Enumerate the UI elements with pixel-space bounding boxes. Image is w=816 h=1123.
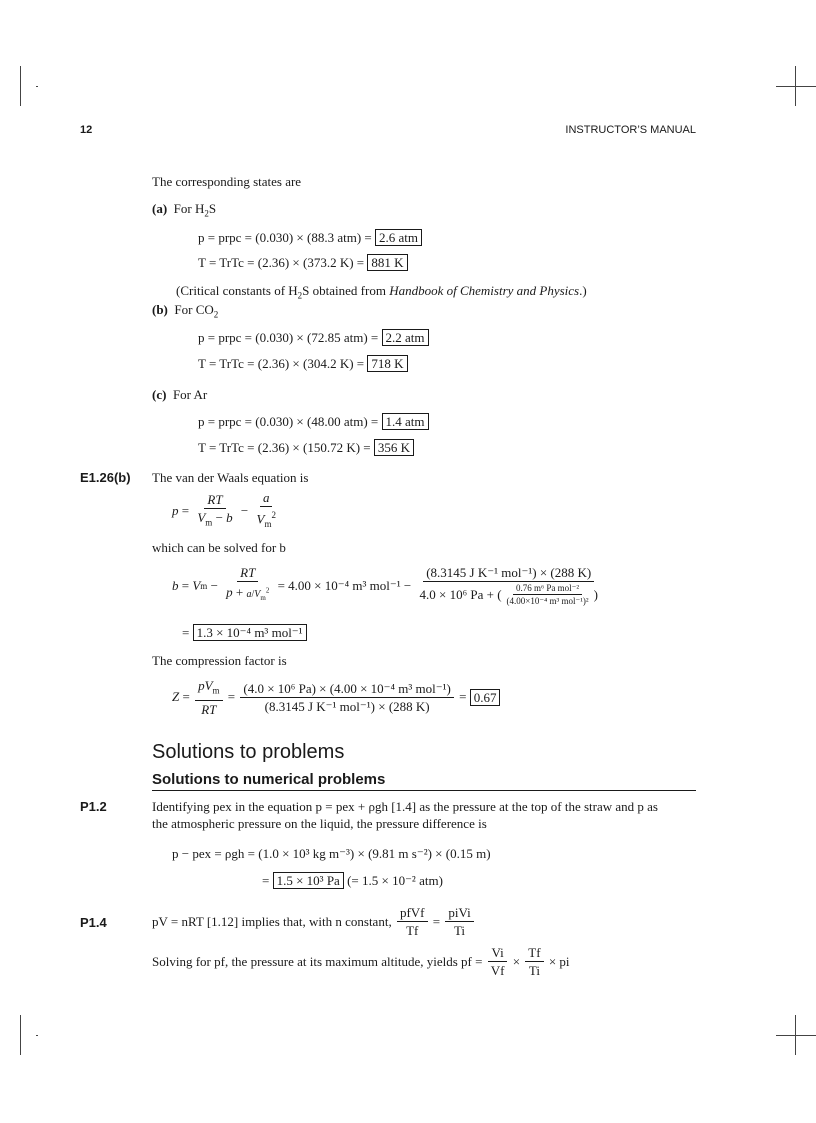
case-a-pressure-eq xyxy=(198,229,422,246)
b-frac-symbolic: $\frac{RT}{p + a/V_m^2}$ xyxy=(226,565,270,602)
crop-mark-top-left-v xyxy=(20,66,21,106)
p12-result-line: = 1.5 × 10³ Pa (= 1.5 × 10⁻² atm) xyxy=(262,873,443,888)
case-a-title-suffix: S xyxy=(208,201,217,216)
case-b-temperature-result: 718 K xyxy=(367,355,407,372)
exercise-label-e1-26b: E1.26(b) xyxy=(80,470,131,485)
z-frac-numeric: $\frac{\text{(4.0 × 10⁶ Pa) × (4.00 × 10⁻⁴ m³ mol⁻¹)}}{\text{(8.3145 J K⁻¹ mol⁻¹) × (288 K)}}$ xyxy=(240,681,453,714)
case-c-title-prefix: For Ar xyxy=(172,387,208,402)
z-equation: Z = $\frac{pV_m}{RT}$ = $\frac{\text{(4.0 × 10⁶ Pa) × (4.00 × 10⁻⁴ m³ mol⁻¹)}}{\text{(8.3145 J K⁻¹ mol⁻¹) × (288 K)}}$ = 0.67 xyxy=(172,678,500,717)
case-b-pressure-line: p = prpc = (0.030) × (72.85 atm) = xyxy=(198,330,379,345)
case-a-pressure-line: p = prpc = (0.030) × (88.3 atm) = xyxy=(198,230,372,245)
b-result-line: = 1.3 × 10⁻⁴ m³ mol⁻¹ xyxy=(182,624,307,641)
case-b-title-prefix: For CO xyxy=(174,302,214,317)
z-frac-symbolic: $\frac{pV_m}{RT}$ xyxy=(195,678,222,717)
case-a-temperature-line: T = TrTc = (2.36) × (373.2 K) = xyxy=(198,255,365,270)
critical-constants-note: (Critical constants of $H_2S$ obtained from Handbook of Chemistry and Physics.) xyxy=(176,283,587,301)
compression-factor-intro: The compression factor is xyxy=(152,653,287,668)
p14-tail: × pi xyxy=(548,953,570,969)
solve-for-b-text: which can be solved for b xyxy=(152,540,286,555)
case-c-temperature-line: T = TrTc = (2.36) × (150.72 K) = xyxy=(198,440,371,455)
case-a-title-sub: 2 xyxy=(204,208,209,219)
subsection-title: Solutions to numerical problems xyxy=(152,771,386,788)
p12-equation: p − pex = ρgh = (1.0 × 10³ kg m⁻³) × (9.81 m s⁻²) × (0.15 m) xyxy=(172,846,491,861)
b-equation: b = V m − $\frac{RT}{p + a/V_m^2}$ = 4.00 × 10⁻⁴ m³ mol⁻¹ − (8.3145 J K⁻¹ mol⁻¹) × (288 K) 4.0 × 10⁶ Pa + ( $\frac{\text{0.76 m⁶ Pa mol⁻²}}{\text{(4.00×10⁻⁴ m³ mol⁻¹)²}}$ ) xyxy=(172,565,603,606)
b-result: 1.3 × 10⁻⁴ m³ mol⁻¹ xyxy=(193,624,307,641)
p12-result-note: (= 1.5 × 10⁻² atm) xyxy=(347,873,443,888)
b-value-term: = 4.00 × 10⁻⁴ m³ mol⁻¹ − xyxy=(277,577,412,593)
z-result: 0.67 xyxy=(470,689,501,706)
p14-text-2: Solving for pf, the pressure at its maximum altitude, yields pf = xyxy=(152,953,483,969)
case-b-temperature-eq xyxy=(198,355,408,372)
problem-label-p1-2: P1.2 xyxy=(80,799,107,814)
section-title: Solutions to problems xyxy=(152,741,345,763)
b-inner-frac: $\frac{\text{0.76 m⁶ Pa mol⁻²}}{\text{(4.00×10⁻⁴ m³ mol⁻¹)²}}$ xyxy=(506,583,589,606)
case-a-title-prefix: For H xyxy=(173,201,205,216)
crop-mark-bottom-right-h xyxy=(776,1035,816,1036)
p14-line-2: Solving for pf, the pressure at its maximum altitude, yields pf = $\frac{Vi}{Vf}$ × $\frac{Tf}{Ti}$ × pi xyxy=(152,945,570,978)
case-b-temperature-line: T = TrTc = (2.36) × (304.2 K) = xyxy=(198,356,365,371)
case-c-pressure-result: 1.4 atm xyxy=(382,413,429,430)
case-b-pressure-eq xyxy=(198,329,429,346)
case-a-pressure-result: 2.6 atm xyxy=(375,229,422,246)
running-title: INSTRUCTOR’S MANUAL xyxy=(565,124,696,136)
corresponding-states-intro: The corresponding states are xyxy=(152,174,302,189)
crop-mark-bottom-left-dot xyxy=(36,1035,38,1036)
vdw-intro: The van der Waals equation is xyxy=(152,470,309,485)
crop-mark-top-left-dot xyxy=(36,86,38,87)
vdw-equation: p = $\frac{RT}{V_m - b}$ − $\frac{a}{V_m^2}$ xyxy=(172,490,281,532)
case-b-title xyxy=(152,302,218,320)
crop-mark-top-right-h xyxy=(776,86,816,87)
p14-text-1: pV = nRT [1.12] implies that, with n constant, xyxy=(152,913,392,929)
vdw-frac-2: $\frac{a}{V_m^2}$ xyxy=(256,490,276,529)
p12-text-line-2: the atmospheric pressure on the liquid, the pressure difference is xyxy=(152,816,487,831)
vdw-frac-1: $\frac{RT}{V_m - b}$ xyxy=(197,491,233,528)
problem-label-p1-4: P1.4 xyxy=(80,915,107,930)
case-a-label: (a) xyxy=(152,201,168,216)
p12-text-line-1: Identifying pex in the equation p = pex + ρgh [1.4] as the pressure at the top of the straw and p as xyxy=(152,799,658,814)
crop-mark-bottom-left-v xyxy=(20,1015,21,1055)
b-frac-numeric: (8.3145 J K⁻¹ mol⁻¹) × (288 K) 4.0 × 10⁶ Pa + ( $\frac{\text{0.76 m⁶ Pa mol⁻²}}{\text{(4.00×10⁻⁴ m³ mol⁻¹)²}}$ ) xyxy=(419,565,598,606)
p14-line-1: pV = nRT [1.12] implies that, with n constant, $\frac{\text{pfVf}}{Tf}$ = $\frac{\text{piVi}}{Ti}$ xyxy=(152,905,476,938)
case-c-pressure-eq xyxy=(198,413,429,430)
case-c-pressure-line: p = prpc = (0.030) × (48.00 atm) = xyxy=(198,414,379,429)
p12-result: 1.5 × 10³ Pa xyxy=(273,872,344,889)
case-c-temperature-result: 356 K xyxy=(374,439,414,456)
case-a-temperature-result: 881 K xyxy=(367,254,407,271)
case-a-temperature-eq xyxy=(198,254,408,271)
case-a-title xyxy=(152,201,216,219)
case-c-title xyxy=(152,387,207,403)
case-c-temperature-eq xyxy=(198,439,414,456)
page-number: 12 xyxy=(80,124,93,136)
case-b-title-sub: 2 xyxy=(213,309,219,320)
case-c-label: (c) xyxy=(152,387,167,402)
subsection-rule xyxy=(152,790,696,791)
case-b-pressure-result: 2.2 atm xyxy=(382,329,429,346)
case-b-label: (b) xyxy=(152,302,168,317)
